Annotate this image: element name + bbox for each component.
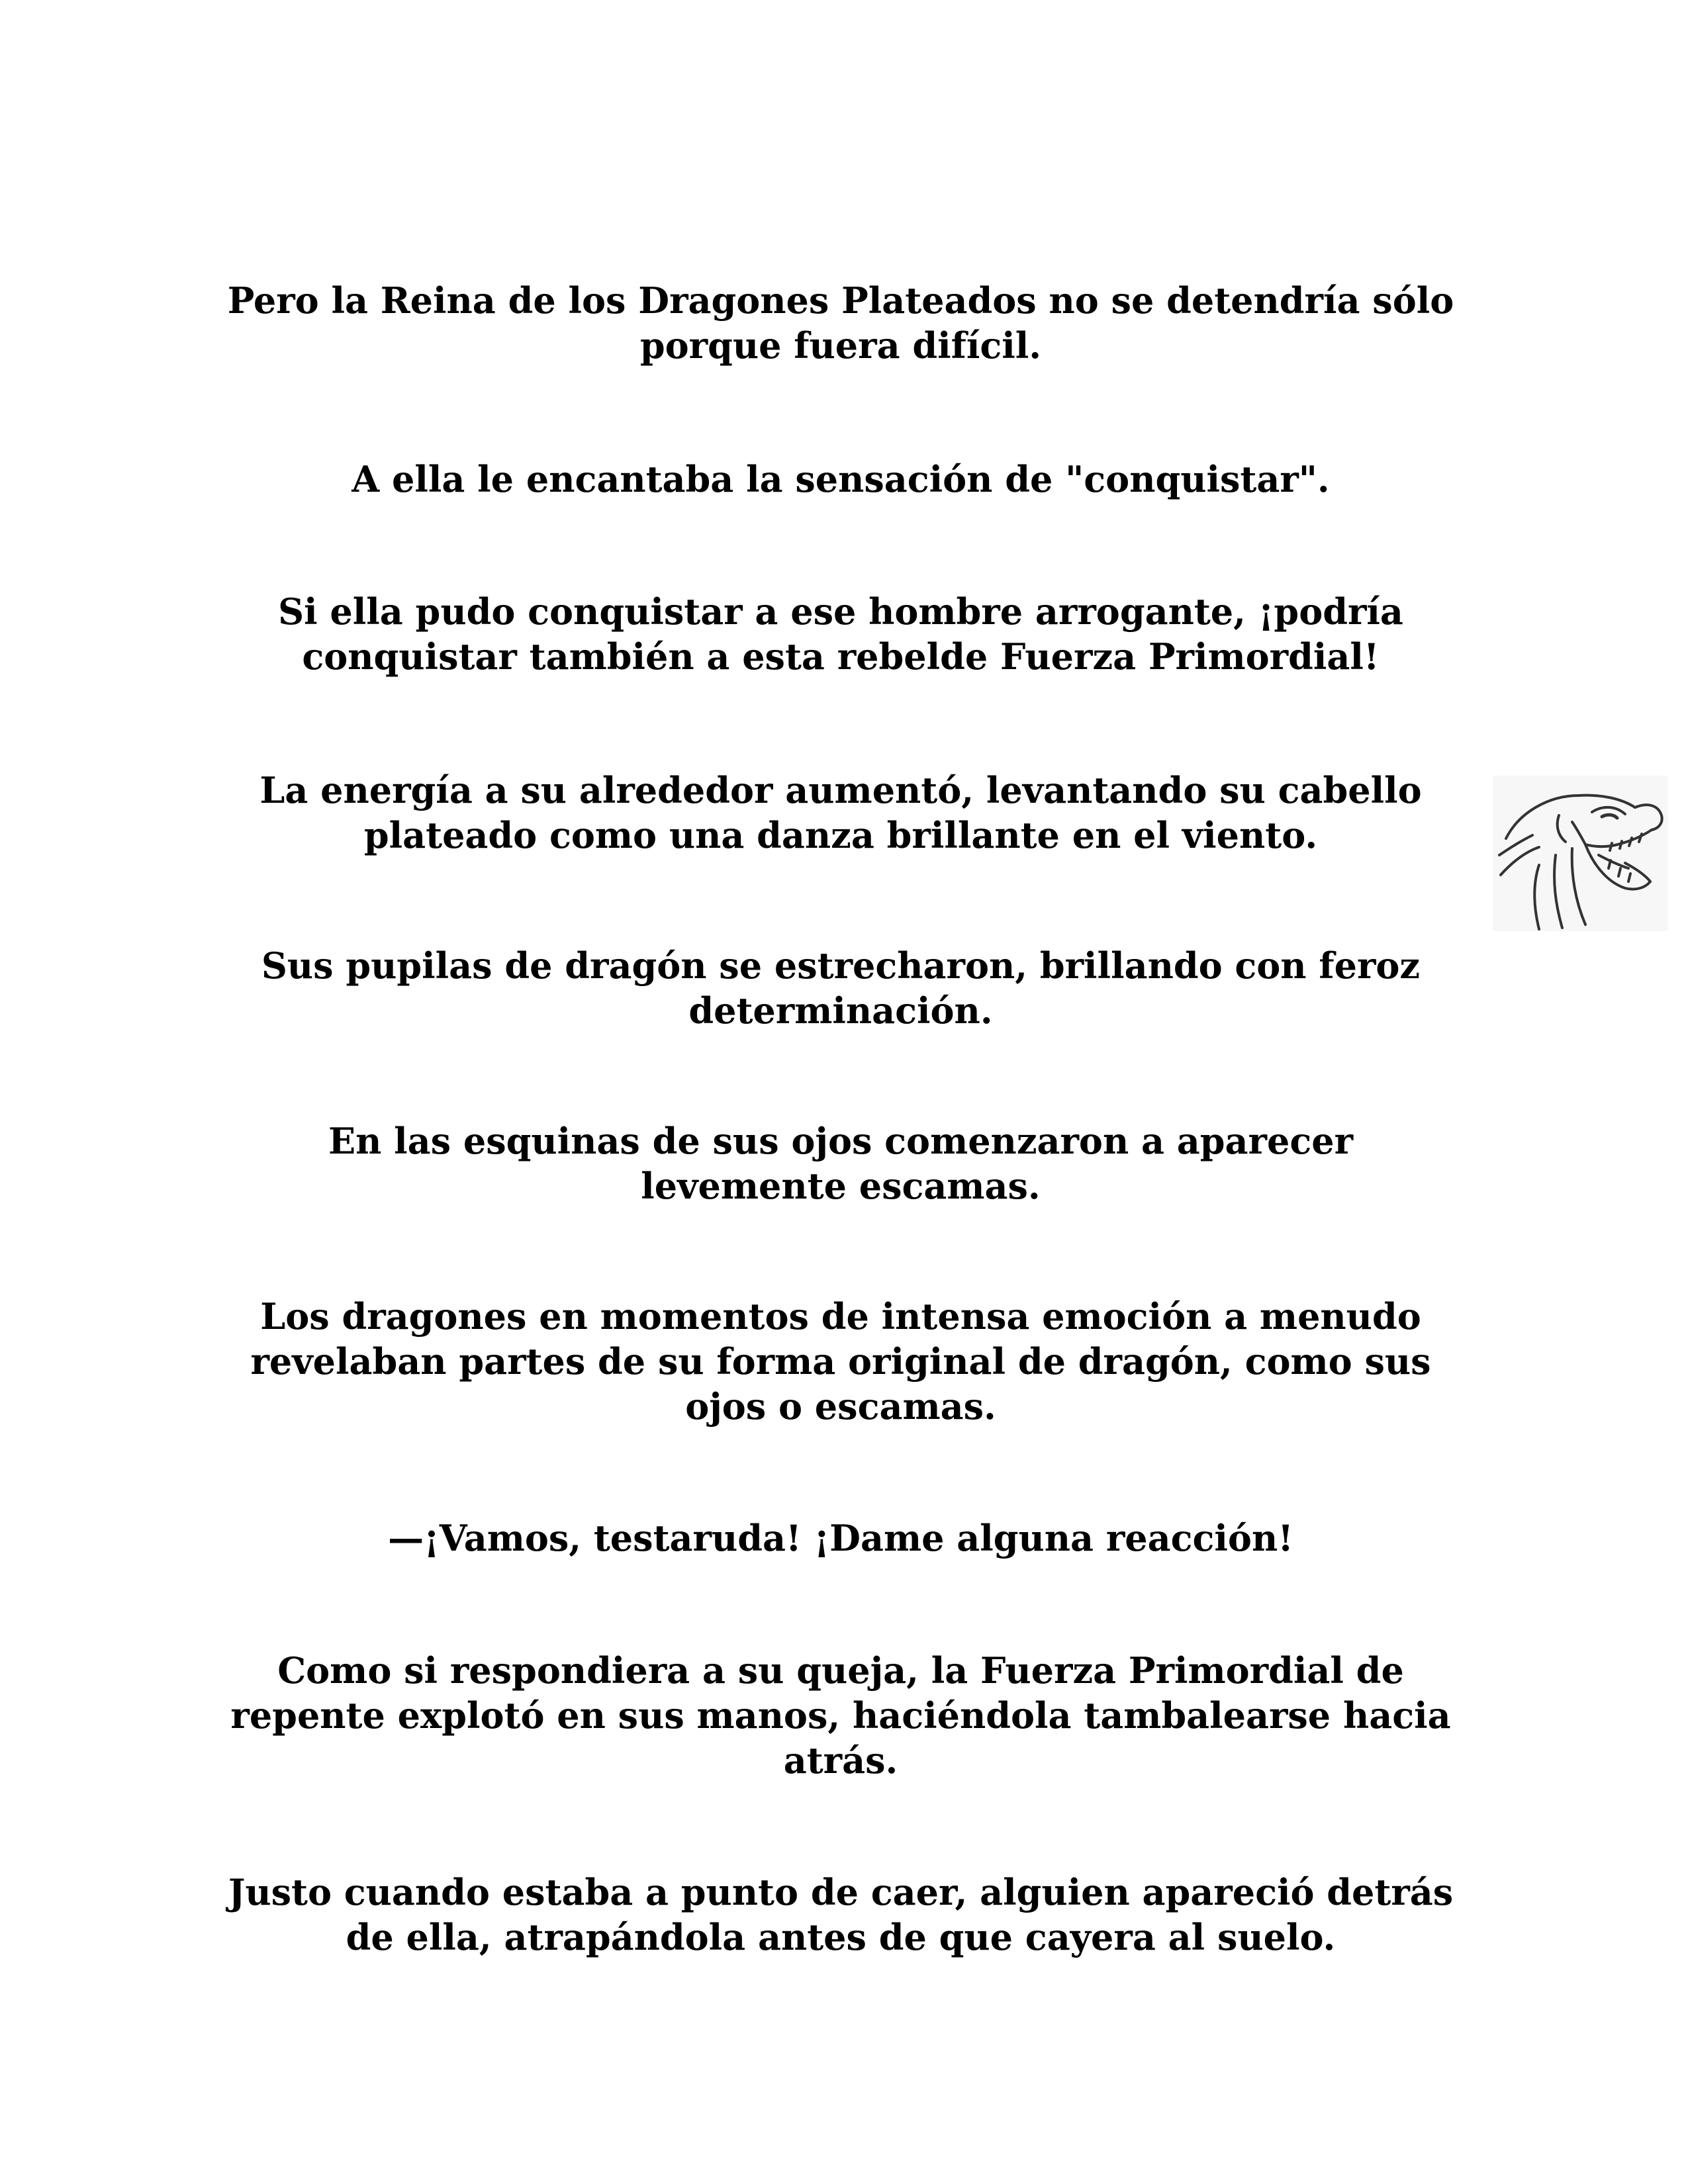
paragraph-6: En las esquinas de sus ojos comenzaron a aparecer levemente escamas. [328,1120,1354,1207]
paragraph-9: Como si respondiera a su queja, la Fuerza Primordial de repente explotó en sus manos, haciéndola tambalearse hacia atrás. [230,1649,1451,1782]
paragraph-8: —¡Vamos, testaruda! ¡Dame alguna reacción! [388,1517,1293,1559]
dragon-head-sketch-icon [1493,776,1668,931]
paragraph-5: Sus pupilas de dragón se estrecharon, brillando con feroz determinación. [261,944,1421,1032]
paragraph-10: Justo cuando estaba a punto de caer, alguien apareció detrás de ella, atrapándola antes de que cayera al suelo. [228,1871,1454,1958]
paragraph-1: Pero la Reina de los Dragones Plateados no se detendría sólo porque fuera difícil. [227,279,1454,367]
paragraph-4: La energía a su alrededor aumentó, levantando su cabello plateado como una danza brillante en el viento. [259,769,1422,856]
paragraph-2: A ella le encantaba la sensación de "conquistar". [352,458,1330,500]
paragraph-7: Los dragones en momentos de intensa emoción a menudo revelaban partes de su forma original de dragón, como sus ojos o escamas. [250,1295,1431,1428]
paragraph-3: Si ella pudo conquistar a ese hombre arrogante, ¡podría conquistar también a esta rebelde Fuerza Primordial! [278,590,1403,678]
